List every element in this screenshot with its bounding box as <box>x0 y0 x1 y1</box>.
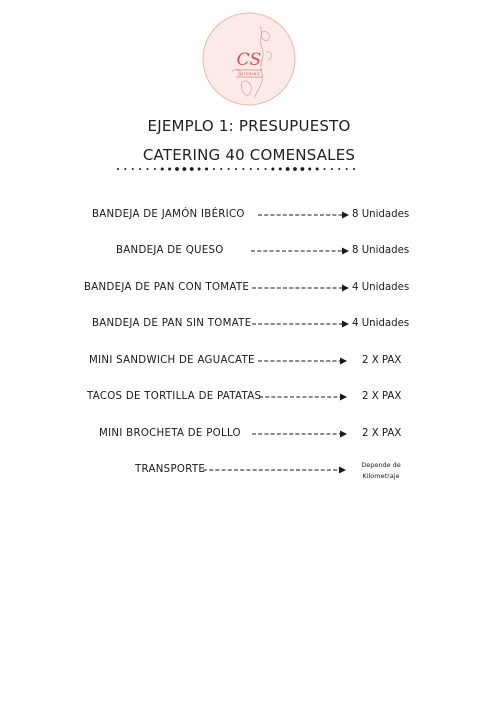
divider-dot <box>257 168 259 170</box>
arrow-icon <box>252 283 350 293</box>
item-label: MINI BROCHETA DE POLLO <box>99 428 241 439</box>
divider-dot <box>213 168 215 170</box>
item-value: 8 Unidades <box>352 209 410 220</box>
divider-dot <box>265 168 267 170</box>
item-label: BANDEJA DE QUESO <box>116 245 224 256</box>
divider-dot <box>300 167 304 171</box>
logo-monogram: CS <box>236 50 262 70</box>
item-label: BANDEJA DE JAMÓN IBÉRICO <box>92 209 245 220</box>
divider-dot <box>168 168 171 171</box>
dotted-divider <box>116 163 356 175</box>
divider-dot <box>190 167 194 171</box>
divider-dot <box>242 168 244 170</box>
arrow-icon <box>259 392 348 402</box>
divider-dot <box>346 168 348 170</box>
divider-dot <box>338 168 340 170</box>
transport-note-line2: Kilometraje <box>362 472 400 480</box>
logo-tagline: CATERING <box>237 72 261 76</box>
arrow-icon <box>251 246 350 256</box>
item-label: BANDEJA DE PAN SIN TOMATE <box>92 318 252 329</box>
page-title: EJEMPLO 1: PRESUPUESTO <box>147 117 351 135</box>
divider-dot <box>117 168 119 170</box>
item-value: 2 X PAX <box>362 428 402 439</box>
item-value: 4 Unidades <box>352 318 410 329</box>
divider-dot <box>139 168 141 170</box>
divider-dot <box>250 168 252 170</box>
divider-dot <box>228 168 230 170</box>
transport-note-line1: Depende de <box>361 461 401 469</box>
divider-dot <box>175 167 179 171</box>
arrow-icon <box>252 429 348 439</box>
divider-dot <box>182 167 186 171</box>
item-value: 2 X PAX <box>362 391 402 402</box>
transport-note <box>351 460 411 482</box>
divider-dot <box>235 168 237 170</box>
arrow-icon <box>258 356 348 366</box>
divider-dot <box>308 168 311 171</box>
divider-dot <box>286 167 290 171</box>
divider-dot <box>271 168 274 171</box>
divider-dot <box>293 167 297 171</box>
item-label: BANDEJA DE PAN CON TOMATE <box>84 282 250 293</box>
catering-logo <box>202 12 296 106</box>
item-value: 8 Unidades <box>352 245 410 256</box>
divider-dot <box>353 168 355 170</box>
page-subtitle: CATERING 40 COMENSALES <box>142 146 356 164</box>
item-label: MINI SANDWICH DE AGUACATE <box>89 355 255 366</box>
divider-dot <box>147 168 149 170</box>
arrow-icon <box>252 319 350 329</box>
divider-dot <box>279 168 282 171</box>
divider-dot <box>220 168 222 170</box>
divider-dot <box>198 168 201 171</box>
divider-dot <box>154 168 156 170</box>
transport-label: TRANSPORTE <box>135 464 206 475</box>
divider-dot <box>161 168 164 171</box>
item-value: 4 Unidades <box>352 282 410 293</box>
divider-dot <box>205 168 208 171</box>
item-label: TACOS DE TORTILLA DE PATATAS <box>87 391 262 402</box>
item-value: 2 X PAX <box>362 355 402 366</box>
divider-dot <box>316 168 319 171</box>
divider-dot <box>124 168 126 170</box>
arrow-icon <box>258 210 350 220</box>
divider-dot <box>331 168 333 170</box>
divider-dot <box>132 168 134 170</box>
divider-dot <box>324 168 326 170</box>
arrow-icon <box>203 465 347 475</box>
